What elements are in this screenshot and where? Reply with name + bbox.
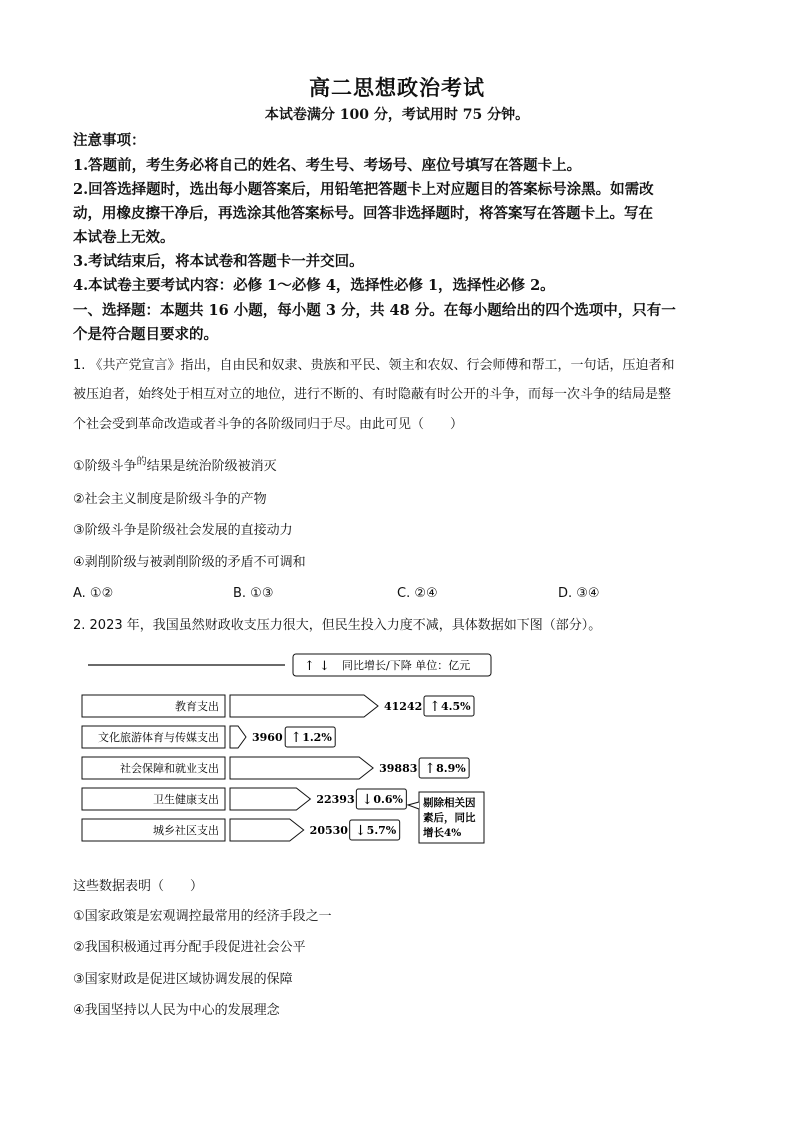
change-percent-label: 5.7% <box>366 824 397 837</box>
category-label: 文化旅游体育与传媒支出 <box>98 731 219 744</box>
chart-note-line-2: 素后，同比 <box>423 812 476 824</box>
category-label: 社会保障和就业支出 <box>120 762 219 775</box>
section-heading-line-2: 个是符合题目要求的。 <box>73 326 218 343</box>
category-label: 教育支出 <box>175 700 219 713</box>
chart-note-line-1: 剔除相关因 <box>423 797 476 809</box>
note-2-line-1: 2.回答选择题时，选出每小题答案后，用铅笔把答题卡上对应题目的答案标号涂黑。如需改 <box>73 181 654 198</box>
q2-after-text: 这些数据表明（ ） <box>73 879 204 894</box>
bar-value-label: 22393 <box>316 793 355 806</box>
legend-label: 同比增长/下降 单位：亿元 <box>342 659 471 672</box>
bar-value-label: 3960 <box>252 731 283 744</box>
q1-statement-3: ③阶级斗争是阶级社会发展的直接动力 <box>73 523 293 538</box>
chart-note <box>408 792 484 843</box>
q1-statement-1 <box>73 452 723 481</box>
note-4: 4.本试卷主要考试内容：必修 1～必修 4，选择性必修 1，选择性必修 2。 <box>73 277 555 294</box>
chart-note-pointer <box>408 802 419 809</box>
q2-stem: 2. 2023 年，我国虽然财政收支压力很大，但民生投入力度不减，具体数据如下图（部分）。 <box>73 618 602 633</box>
change-percent-label: 0.6% <box>373 793 403 806</box>
expenditure-bar <box>230 757 373 779</box>
chart-note-line-3: 增长4% <box>423 827 462 839</box>
arrow-down-icon: ↓ <box>361 792 374 808</box>
section-heading-line-1: 一、选择题：本题共 16 小题，每小题 3 分，共 48 分。在每小题给出的四个选项中，只有一 <box>73 302 676 319</box>
arrow-up-icon: ↑ <box>290 730 302 746</box>
change-percent-label: 1.2% <box>302 731 332 744</box>
note-2-line-2: 动，用橡皮擦干净后，再选涂其他答案标号。回答非选择题时，将答案写在答题卡上。写在 <box>73 205 653 222</box>
q1-statement-1-sup: 的 <box>136 456 147 468</box>
arrow-down-icon: ↓ <box>354 823 367 839</box>
change-percent-label: 4.5% <box>441 700 471 713</box>
q1-stem-line-3: 个社会受到革命改造或者斗争的各阶级同归于尽。由此可见（ ） <box>73 417 464 432</box>
category-label: 城乡社区支出 <box>153 824 219 837</box>
q1-stem-line-2: 被压迫者，始终处于相互对立的地位，进行不断的、有时隐蔽有时公开的斗争，而每一次斗争的结局是整 <box>73 387 672 402</box>
bar-value-label: 41242 <box>384 700 423 713</box>
change-percent-label: 8.9% <box>436 762 466 775</box>
q1-statement-2: ②社会主义制度是阶级斗争的产物 <box>73 492 267 507</box>
q1-statement-1-part-a: ①阶级斗争 <box>73 459 137 474</box>
q1-statement-4: ④剥削阶级与被剥削阶级的矛盾不可调和 <box>73 555 306 570</box>
expenditure-bar <box>230 726 246 748</box>
q1-option-b: B. ①③ <box>233 586 274 601</box>
q1-option-a: A. ①② <box>73 586 114 601</box>
page-subtitle: 本试卷满分 100 分，考试用时 75 分钟。 <box>264 107 530 123</box>
note-3: 3.考试结束后，将本试卷和答题卡一并交回。 <box>73 253 364 270</box>
arrow-up-icon: ↑ <box>429 699 441 715</box>
q2-statement-2: ②我国积极通过再分配手段促进社会公平 <box>73 940 306 955</box>
note-2-line-3: 本试卷上无效。 <box>73 229 175 246</box>
expenditure-bar <box>230 788 310 810</box>
page-title: 高二思想政治考试 <box>309 75 485 100</box>
q2-statement-1: ①国家政策是宏观调控最常用的经济手段之一 <box>73 909 332 924</box>
bar-value-label: 20530 <box>309 824 348 837</box>
q1-stem-line-1: 1. 《共产党宣言》指出，自由民和奴隶、贵族和平民、领主和农奴、行会师傅和帮工，一句话，压迫者和 <box>73 358 675 373</box>
notes-heading: 注意事项： <box>73 132 146 149</box>
expenditure-bar <box>230 819 304 841</box>
category-label: 卫生健康支出 <box>153 793 219 806</box>
q2-statement-4: ④我国坚持以人民为中心的发展理念 <box>73 1003 280 1018</box>
note-1: 1.答题前，考生务必将自己的姓名、考生号、考场号、座位号填写在答题卡上。 <box>73 157 582 174</box>
q1-statement-1-part-b: 结果是统治阶级被消灭 <box>146 459 277 474</box>
legend-arrows: ↑ ↓ <box>304 659 330 674</box>
arrow-up-icon: ↑ <box>424 761 436 777</box>
q1-option-c: C. ②④ <box>397 586 438 601</box>
expenditure-chart <box>80 652 500 852</box>
bar-value-label: 39883 <box>379 762 418 775</box>
expenditure-bar <box>230 695 378 717</box>
q1-option-d: D. ③④ <box>558 586 600 601</box>
q2-statement-3: ③国家财政是促进区域协调发展的保障 <box>73 972 293 987</box>
